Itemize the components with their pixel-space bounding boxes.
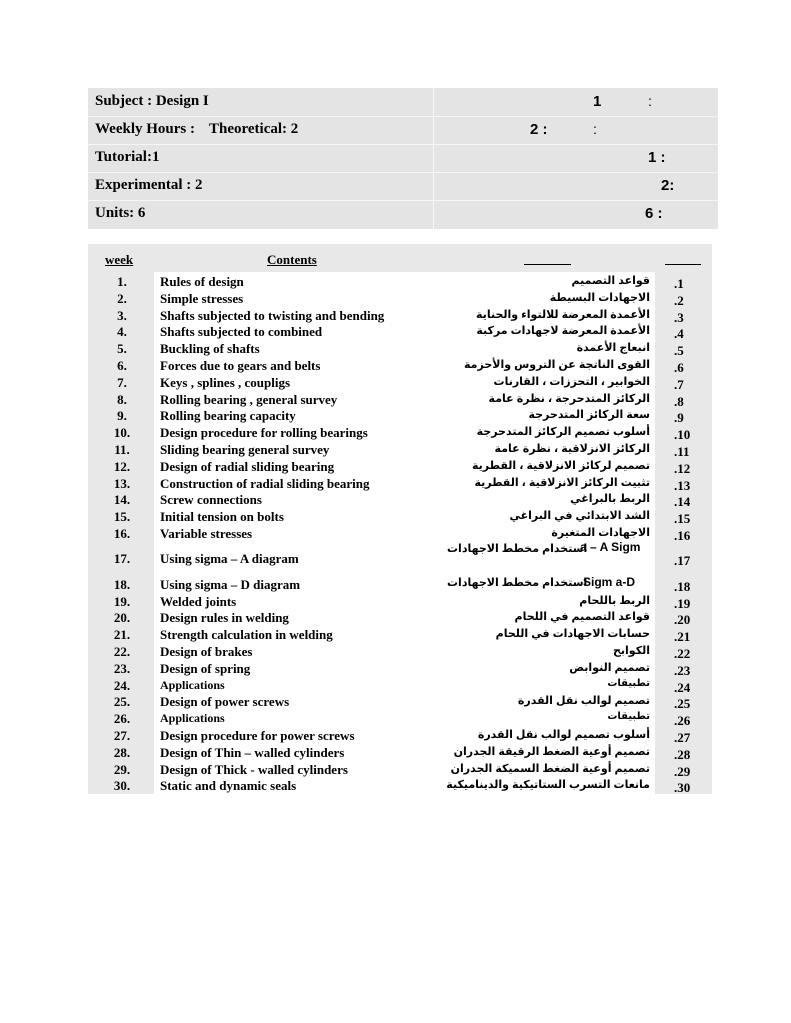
week-number: 8. (117, 391, 127, 407)
arabic-topic: الركائز الانزلاقية ، نظرة عامة (494, 443, 650, 455)
arabic-topic: مانعات التسرب الستاتيكية والديناميكية (446, 779, 650, 792)
table-row (88, 323, 712, 340)
table-row (88, 693, 712, 710)
arabic-topic-symbol: a – A Sigm (580, 539, 641, 554)
info-row-subject (88, 88, 718, 116)
table-row (88, 576, 712, 593)
arabic-topic: قواعد التصميم في اللحام (514, 611, 650, 624)
table-row (88, 643, 712, 660)
arabic-topic: انبعاج الأعمدة (576, 342, 650, 355)
info-row-experimental (88, 172, 718, 200)
arabic-week-number: .12 (674, 460, 691, 476)
week-number: 7. (117, 374, 127, 390)
arabic-topic: القوى الناتجة عن التروس والأحزمة (464, 359, 650, 371)
table-row (88, 761, 712, 778)
table-row (88, 677, 712, 694)
subject-ar-colon: : (648, 93, 652, 109)
arabic-topic: تصميم لركائز الانزلاقية ، القطرية (471, 459, 650, 472)
week-number: 10. (113, 425, 131, 441)
week-number: 6. (117, 358, 127, 373)
table-row (88, 491, 712, 508)
arabic-topic: الأعمدة المعرضة لاجهادات مركبة (476, 325, 650, 338)
arabic-week-number: .19 (674, 595, 691, 611)
week-number: 21. (113, 627, 131, 643)
arabic-week-number: .29 (674, 763, 691, 779)
english-topic: Design of brakes (160, 644, 253, 659)
week-number: 23. (113, 660, 131, 676)
week-number: 18. (113, 576, 131, 592)
english-topic: Simple stresses (160, 290, 244, 306)
arabic-topic: حسابات الاجهادات في اللحام (495, 628, 650, 641)
arabic-week-number: .5 (674, 343, 684, 359)
info-row-tutorial (88, 144, 718, 172)
english-topic: Sliding bearing general survey (160, 442, 330, 457)
table-row (88, 626, 712, 643)
arabic-week-number: .1 (674, 276, 684, 291)
english-topic: Using sigma – D diagram (160, 576, 301, 592)
arabic-week-number: .30 (674, 780, 691, 796)
table-header-shade (88, 244, 712, 272)
tutorial-label: Tutorial:1 (95, 149, 160, 165)
table-row (88, 273, 712, 290)
table-row (88, 609, 712, 626)
english-topic: Variable stresses (160, 526, 253, 541)
arabic-topic: تصميم لوالب نقل القدرة (517, 695, 650, 708)
arabic-topic: الاجهادات المتغيرة (551, 527, 650, 539)
arabic-week-number: .16 (674, 528, 691, 543)
header-arabic-week-underline (665, 264, 701, 265)
course-info-block (88, 88, 718, 229)
arabic-topic: أسلوب تصميم الركائز المتدحرجة (476, 426, 650, 439)
arabic-week-number: .3 (674, 309, 684, 325)
arabic-topic: تطبيقات (607, 677, 650, 689)
theoretical-hours: Theoretical: 2 (209, 121, 299, 137)
english-topic: Shafts subjected to combined (160, 324, 323, 340)
table-row (88, 710, 712, 727)
english-topic: Using sigma – A diagram (160, 550, 299, 566)
english-topic: Rolling bearing , general survey (160, 391, 338, 407)
experimental-ar-value: 2: (661, 177, 675, 194)
arabic-topic: الركائز المتدحرجة ، نظرة عامة (488, 392, 650, 405)
week-number: 11. (114, 442, 130, 457)
english-topic: Initial tension on bolts (160, 509, 284, 525)
english-topic: Design of spring (160, 660, 251, 676)
arabic-week-number: .6 (674, 360, 684, 375)
arabic-topic: تصميم أوعية الضغط الرقيقة الجدران (453, 745, 650, 758)
subject-ar-value: 1 (593, 93, 602, 110)
english-topic: Rules of design (160, 274, 244, 289)
arabic-week-number: .25 (674, 696, 691, 712)
english-topic: Applications (160, 711, 225, 726)
table-row (88, 475, 712, 492)
arabic-topic: استخدام مخطط الاجهادات (447, 542, 588, 555)
week-number: 3. (117, 307, 127, 323)
english-topic: Buckling of shafts (160, 341, 260, 357)
arabic-topic-symbol: Sigm a-D (583, 574, 636, 589)
week-number: 26. (113, 711, 131, 727)
arabic-topic: الأعمدة المعرضة للالتواء والحناية (476, 308, 650, 321)
arabic-week-number: .27 (674, 730, 691, 745)
arabic-week-number: .22 (674, 646, 691, 661)
week-number: 5. (117, 341, 127, 357)
table-row (88, 777, 712, 794)
info-row-weekly-hours (88, 116, 718, 144)
arabic-week-number: .23 (674, 662, 691, 678)
english-topic: Keys , splines , coupligs (160, 374, 291, 390)
header-contents: Contents (267, 252, 317, 267)
arabic-week-number: .13 (674, 477, 691, 493)
week-number: 25. (113, 694, 131, 710)
arabic-week-number: .10 (674, 427, 691, 443)
arabic-week-number: .28 (674, 746, 691, 762)
week-number: 28. (113, 744, 131, 760)
units-label: Units: 6 (95, 205, 146, 221)
arabic-topic: استخدام مخطط الاجهادات (447, 576, 588, 589)
arabic-topic: الاجهادات البسيطة (549, 291, 650, 304)
week-number: 12. (113, 458, 131, 474)
arabic-topic: الخوابير ، التحززات ، القارنات (493, 375, 650, 388)
weekly-hours-ar-value: 2 : (530, 121, 548, 138)
table-row (88, 374, 712, 391)
english-topic: Applications (160, 677, 225, 692)
table-row (88, 307, 712, 324)
english-topic: Design of Thick - walled cylinders (160, 761, 348, 777)
arabic-week-number: .24 (674, 679, 691, 695)
arabic-week-number: .11 (674, 444, 690, 459)
week-number: 17. (113, 550, 131, 566)
arabic-week-number: .26 (674, 713, 691, 729)
table-row (88, 391, 712, 408)
week-number: 24. (113, 677, 131, 693)
week-number: 19. (113, 593, 131, 609)
week-number: 29. (113, 761, 131, 777)
arabic-week-number: .17 (674, 552, 691, 568)
week-number: 2. (117, 290, 127, 306)
week-number: 16. (113, 526, 131, 541)
arabic-topic: الكوابح (612, 645, 650, 657)
header-arabic-contents-underline (524, 264, 571, 265)
table-row (88, 727, 712, 744)
arabic-week-number: .7 (674, 376, 684, 392)
arabic-topic: تطبيقات (607, 711, 650, 723)
arabic-topic: تثبيت الركائز الانزلاقية ، القطرية (474, 476, 650, 489)
info-row-units (88, 200, 718, 228)
arabic-topic: أسلوب تصميم لوالب نقل القدرة (477, 729, 650, 741)
table-row (88, 357, 712, 374)
week-number: 30. (113, 778, 131, 794)
weekly-hours-ar-colon: : (593, 121, 597, 137)
week-number: 13. (113, 475, 131, 491)
weekly-contents-table (88, 244, 712, 794)
header-week: week (105, 252, 134, 267)
arabic-topic: الشد الابتدائي في البراغي (509, 510, 650, 523)
arabic-week-number: .14 (674, 494, 691, 510)
table-row (88, 508, 712, 525)
english-topic: Design procedure for power screws (160, 728, 355, 743)
english-topic: Welded joints (160, 593, 237, 609)
arabic-week-number: .2 (674, 292, 684, 308)
english-topic: Design of Thin – walled cylinders (160, 744, 345, 760)
arabic-topic: تصميم النوابض (569, 661, 650, 674)
table-row (88, 407, 712, 424)
english-topic: Construction of radial sliding bearing (160, 475, 370, 491)
english-topic: Design procedure for rolling bearings (160, 425, 368, 441)
units-ar-value: 6 : (645, 205, 663, 222)
arabic-topic: سعة الركائز المتدحرجة (528, 409, 650, 422)
arabic-topic: الربط بالبراغي (570, 493, 650, 506)
week-number: 1. (117, 274, 127, 289)
arabic-topic: قواعد التصميم (571, 275, 650, 287)
week-number: 14. (113, 492, 131, 508)
english-topic: Forces due to gears and belts (160, 358, 321, 373)
arabic-week-number: .4 (674, 326, 684, 342)
week-number: 9. (117, 408, 127, 424)
table-row (88, 290, 712, 307)
english-topic: Design of radial sliding bearing (160, 458, 335, 474)
table-row (88, 340, 712, 357)
english-topic: Strength calculation in welding (160, 627, 333, 643)
table-row (88, 660, 712, 677)
table-row (88, 424, 712, 441)
arabic-topic: تصميم أوعية الضغط السميكة الجدران (450, 762, 650, 775)
subject-label: Subject : Design I (95, 93, 209, 109)
english-topic: Shafts subjected to twisting and bending (160, 307, 385, 323)
arabic-week-number: .21 (674, 629, 691, 645)
table-row (88, 458, 712, 475)
table-row (88, 593, 712, 610)
arabic-week-number: .18 (674, 578, 691, 594)
week-number: 15. (113, 509, 131, 525)
arabic-week-number: .8 (674, 393, 684, 409)
week-number: 22. (113, 644, 131, 659)
english-topic: Rolling bearing capacity (160, 408, 296, 424)
table-row (88, 441, 712, 458)
english-topic: Design of power screws (160, 694, 290, 710)
weekly-hours-label: Weekly Hours : Theoretical: 2 (95, 121, 299, 137)
experimental-label: Experimental : 2 (95, 177, 203, 193)
table-row (88, 539, 712, 576)
english-topic: Design rules in welding (160, 610, 289, 626)
english-topic: Screw connections (160, 492, 262, 508)
arabic-week-number: .9 (674, 410, 684, 426)
arabic-week-number: .20 (674, 612, 691, 628)
arabic-topic: الربط باللحام (579, 594, 650, 607)
english-topic: Static and dynamic seals (160, 778, 297, 794)
week-number: 4. (117, 324, 127, 340)
table-row (88, 744, 712, 761)
arabic-week-number: .15 (674, 511, 691, 527)
tutorial-ar-value: 1 : (648, 149, 666, 166)
week-number: 20. (113, 610, 131, 626)
week-number: 27. (113, 728, 131, 743)
